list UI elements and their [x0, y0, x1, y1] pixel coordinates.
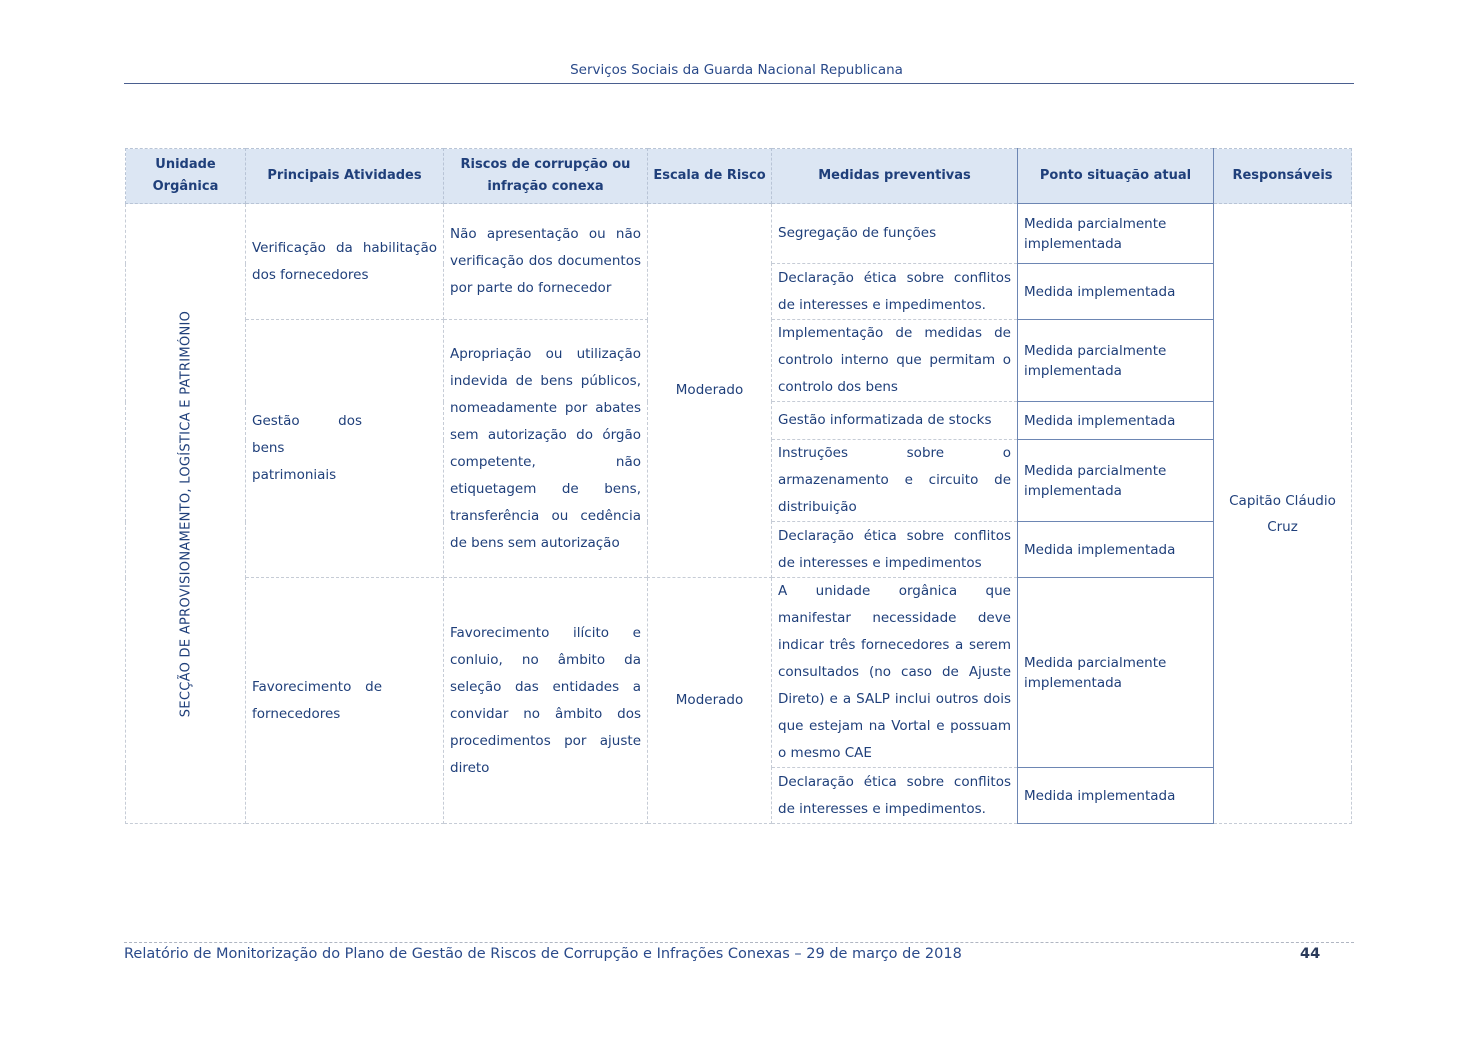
measure-cell: Gestão informatizada de stocks	[772, 402, 1018, 440]
measure-cell: Declaração ética sobre conflitos de interesses e impedimentos.	[772, 264, 1018, 320]
header-status: Ponto situação atual	[1018, 149, 1214, 204]
measure-cell: Segregação de funções	[772, 204, 1018, 264]
risk-cell: Favorecimento ilícito e conluio, no âmbito da seleção das entidades a convidar no âmbito dos procedimentos por ajuste direto	[444, 578, 648, 824]
scale-cell: Moderado	[648, 204, 772, 578]
header-scale: Escala de Risco	[648, 149, 772, 204]
table-row	[126, 578, 1352, 768]
measure-cell: Implementação de medidas de controlo interno que permitam o controlo dos bens	[772, 320, 1018, 402]
status-cell: Medida implementada	[1018, 522, 1214, 578]
status-cell: Medida parcialmente implementada	[1018, 320, 1214, 402]
status-cell: Medida parcialmente implementada	[1018, 204, 1214, 264]
footer-divider	[124, 942, 1354, 943]
status-cell: Medida implementada	[1018, 768, 1214, 824]
status-cell: Medida implementada	[1018, 402, 1214, 440]
risk-table	[125, 148, 1352, 824]
measure-cell: Instruções sobre o armazenamento e circuito de distribuição	[772, 440, 1018, 522]
header-responsible: Responsáveis	[1214, 149, 1352, 204]
risk-cell: Apropriação ou utilização indevida de bens públicos, nomeadamente por abates sem autorização do órgão competente, não etiquetagem de bens, transferência ou cedência de bens sem autorização	[444, 320, 648, 578]
measure-cell: Declaração ética sobre conflitos de interesses e impedimentos	[772, 522, 1018, 578]
page-number: 44	[1300, 946, 1321, 962]
header-divider	[124, 83, 1354, 84]
status-cell: Medida parcialmente implementada	[1018, 578, 1214, 768]
activity-cell: Gestão dos bens patrimoniais	[246, 320, 444, 578]
responsible-name: Capitão Cláudio Cruz	[1229, 492, 1336, 535]
header-risks: Riscos de corrupção ou infração conexa	[444, 149, 648, 204]
activity-cell: Verificação da habilitação dos fornecedores	[246, 204, 444, 320]
header-unit: Unidade Orgânica	[126, 149, 246, 204]
footer-text: Relatório de Monitorização do Plano de Gestão de Riscos de Corrupção e Infrações Conexas – 29 de março de 2018	[124, 946, 962, 962]
table-header-row	[126, 149, 1352, 204]
header-measures: Medidas preventivas	[772, 149, 1018, 204]
header-activities: Principais Atividades	[246, 149, 444, 204]
scale-cell: Moderado	[648, 578, 772, 824]
unit-cell	[126, 204, 246, 824]
table-row	[126, 204, 1352, 264]
responsible-cell	[1214, 204, 1352, 824]
unit-label: SECÇÃO DE APROVISIONAMENTO, LOGÍSTICA E PATRIMÓNIO	[178, 310, 193, 717]
measure-cell: A unidade orgânica que manifestar necessidade deve indicar três fornecedores a serem consultados (no caso de Ajuste Direto) e a SALP inclui outros dois que estejam na Vortal e possuam o mesmo CAE	[772, 578, 1018, 768]
page-header: Serviços Sociais da Guarda Nacional Republicana	[570, 62, 903, 78]
status-cell: Medida implementada	[1018, 264, 1214, 320]
measure-cell: Declaração ética sobre conflitos de interesses e impedimentos.	[772, 768, 1018, 824]
status-cell: Medida parcialmente implementada	[1018, 440, 1214, 522]
risk-cell: Não apresentação ou não verificação dos documentos por parte do fornecedor	[444, 204, 648, 320]
activity-cell: Favorecimento de fornecedores	[246, 578, 444, 824]
